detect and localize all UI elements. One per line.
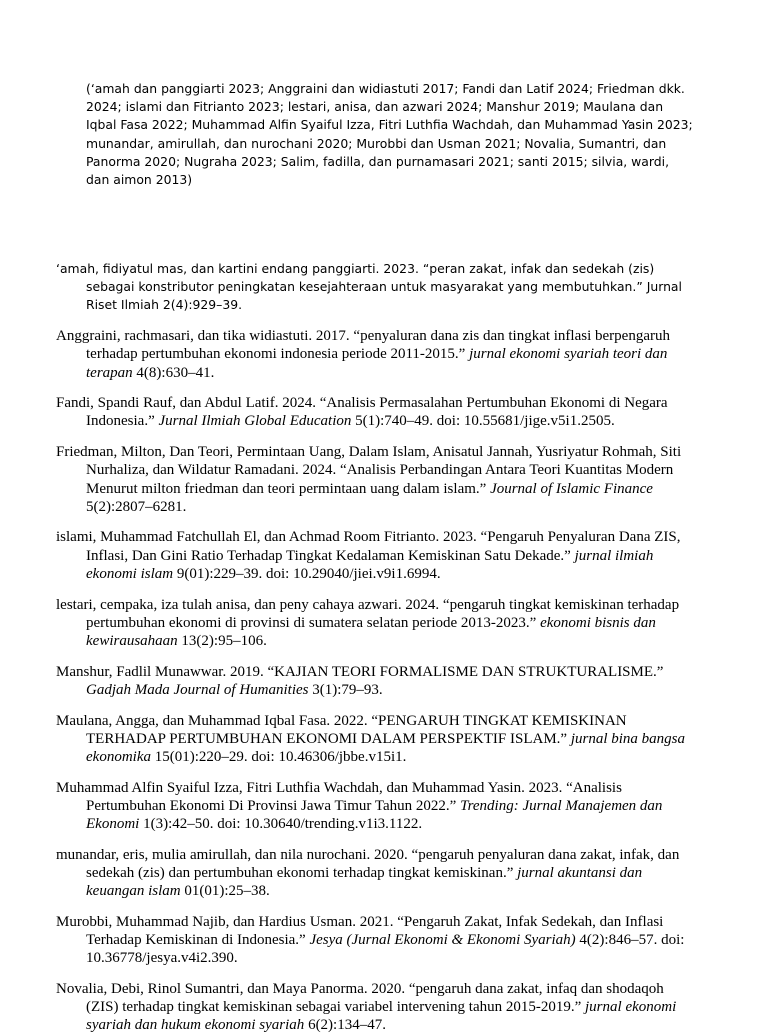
reference-text: Friedman, Milton, Dan Teori, Permintaan Uang, Dalam Islam, Anisatul Jannah, Yusriyatur Rohmah, Siti Nurhaliza, dan Wildatur Ramadani. 2024. “Analisis Perbandingan Antara Teori Kuantitas Modern Menurut milton friedman dan teori permintaan uang dalam islam.” — [56, 444, 682, 497]
reference-text: munandar, eris, mulia amirullah, dan nila nurochani. 2020. “pengaruh penyaluran dana zakat, infak, dan sedekah (zis) dan pertumbuhan ekonomi terhadap tingkat kemiskinan.” — [56, 846, 680, 881]
reference-text: Murobbi, Muhammad Najib, dan Hardius Usman. 2021. “Pengaruh Zakat, Infak Sedekah, dan Inflasi Terhadap Kemiskinan di Indonesia.” — [56, 913, 664, 949]
reference-entry — [56, 327, 696, 382]
reference-text: ‘amah, fidiyatul mas, dan kartini endang panggiarti. 2023. “peran zakat, infak dan sedekah (zis) sebagai konstributor peningkatan kesejahteraan untuk masyarakat yang membutuhkan.” Jurnal Riset Ilmiah 2(4):929–39. — [56, 261, 682, 313]
reference-text: Anggraini, rachmasari, dan tika widiastuti. 2017. “penyaluran dana zis dan tingkat inflasi berpengaruh terhadap pertumbuhan ekonomi indonesia periode 2011-2015.” — [56, 328, 670, 363]
reference-text: islami, Muhammad Fatchullah El, dan Achmad Room Fitrianto. 2023. “Pengaruh Penyaluran Dana ZIS, Inflasi, Dan Gini Ratio Terhadap Tingkat Kedalaman Kemiskinan Satu Dekade.” — [56, 529, 681, 564]
reference-text: Muhammad Alfin Syaiful Izza, Fitri Luthfia Wachdah, dan Muhammad Yasin. 2023. “Analisis Pertumbuhan Ekonomi Di Provinsi Jawa Timur Tahun 2022.” — [56, 779, 622, 814]
reference-details: 6(2):134–47. — [304, 1017, 386, 1034]
reference-text: Manshur, Fadlil Munawwar. 2019. “KAJIAN TEORI FORMALISME DAN STRUKTURALISME.” — [56, 663, 664, 680]
reference-source: Trending: Jurnal Manajemen dan Ekonomi — [86, 797, 663, 833]
reference-source: jurnal ekonomi syariah dan hukum ekonomi syariah — [86, 999, 677, 1034]
reference-entry — [56, 596, 696, 651]
reference-details: 15(01):220–29. doi: 10.46306/jbbe.v15i1. — [150, 748, 407, 765]
reference-source: ekonomi bisnis dan kewirausahaan — [86, 614, 656, 649]
reference-source: jurnal akuntansi dan keuangan islam — [86, 864, 643, 900]
reference-source: jurnal ilmiah ekonomi islam — [86, 547, 654, 582]
reference-text: Fandi, Spandi Rauf, dan Abdul Latif. 2024. “Analisis Permasalahan Pertumbuhan Ekonomi di Negara Indonesia.” — [56, 395, 668, 430]
reference-entry — [56, 260, 696, 315]
reference-details: 5(2):2807–6281. — [86, 498, 187, 515]
in-text-citation: (‘amah dan panggiarti 2023; Anggraini dan widiastuti 2017; Fandi dan Latif 2024; Friedman dkk. 2024; islami dan Fitrianto 2023; lestari, anisa, dan azwari 2024; Manshur 2019; Maulana dan Iqbal Fasa 2022; Muhammad Alfin Syaiful Izza, Fitri Luthfia Wachdah, dan Muhammad Yasin 2023; munandar, amirullah, dan nurochani 2020; Murobbi dan Usman 2021; Novalia, Sumantri, dan Panorma 2020; Nugraha 2023; Salim, fadilla, dan purnamasari 2021; santi 2015; silvia, wardi, dan aimon 2013) — [86, 81, 693, 188]
reference-details: 4(8):630–41. — [132, 364, 215, 381]
reference-entry — [56, 394, 696, 430]
reference-source: Journal of Islamic Finance — [490, 480, 653, 497]
reference-entry — [56, 846, 696, 901]
reference-text: lestari, cempaka, iza tulah anisa, dan peny cahaya azwari. 2024. “pengaruh tingkat kemiskinan terhadap pertumbuhan ekonomi di provinsi di sumatera selatan periode 2013-2023.” — [56, 596, 680, 631]
reference-entry — [56, 712, 696, 767]
reference-entry — [56, 443, 696, 516]
reference-source: Jurnal Ilmiah Global Education — [158, 413, 352, 430]
reference-entry — [56, 980, 696, 1035]
reference-details: 4(2):846–57. doi: 10.36778/jesya.v4i2.390. — [86, 932, 685, 967]
reference-text: Novalia, Debi, Rinol Sumantri, dan Maya Panorma. 2020. “pengaruh dana zakat, infaq dan shodaqoh (ZIS) terhadap tingkat kemiskinan sebagai variabel intervening tahun 2015-2019.” — [56, 981, 664, 1016]
reference-source: jurnal bina bangsa ekonomika — [86, 730, 685, 765]
reference-entry — [56, 528, 696, 583]
reference-details: 13(2):95–106. — [177, 632, 267, 649]
reference-details: 5(1):740–49. doi: 10.55681/jige.v5i1.2505. — [351, 413, 615, 430]
reference-list — [56, 260, 696, 1035]
reference-entry — [56, 913, 696, 968]
reference-details: 01(01):25–38. — [180, 883, 270, 900]
reference-source: Jesya (Jurnal Ekonomi & Ekonomi Syariah) — [309, 932, 576, 949]
reference-entry — [56, 663, 696, 699]
reference-source: Gadjah Mada Journal of Humanities — [86, 681, 309, 698]
reference-details: 1(3):42–50. doi: 10.30640/trending.v1i3.1122. — [139, 816, 423, 833]
reference-details: 9(01):229–39. doi: 10.29040/jiei.v9i1.6994. — [173, 565, 441, 582]
reference-details: 3(1):79–93. — [308, 681, 383, 698]
reference-entry — [56, 779, 696, 834]
reference-source: jurnal ekonomi syariah teori dan terapan — [86, 346, 668, 381]
reference-text: Maulana, Angga, dan Muhammad Iqbal Fasa. 2022. “PENGARUH TINGKAT KEMISKINAN TERHADAP PERTUMBUHAN EKONOMI DALAM PERSPEKTIF ISLAM.” — [56, 712, 627, 747]
